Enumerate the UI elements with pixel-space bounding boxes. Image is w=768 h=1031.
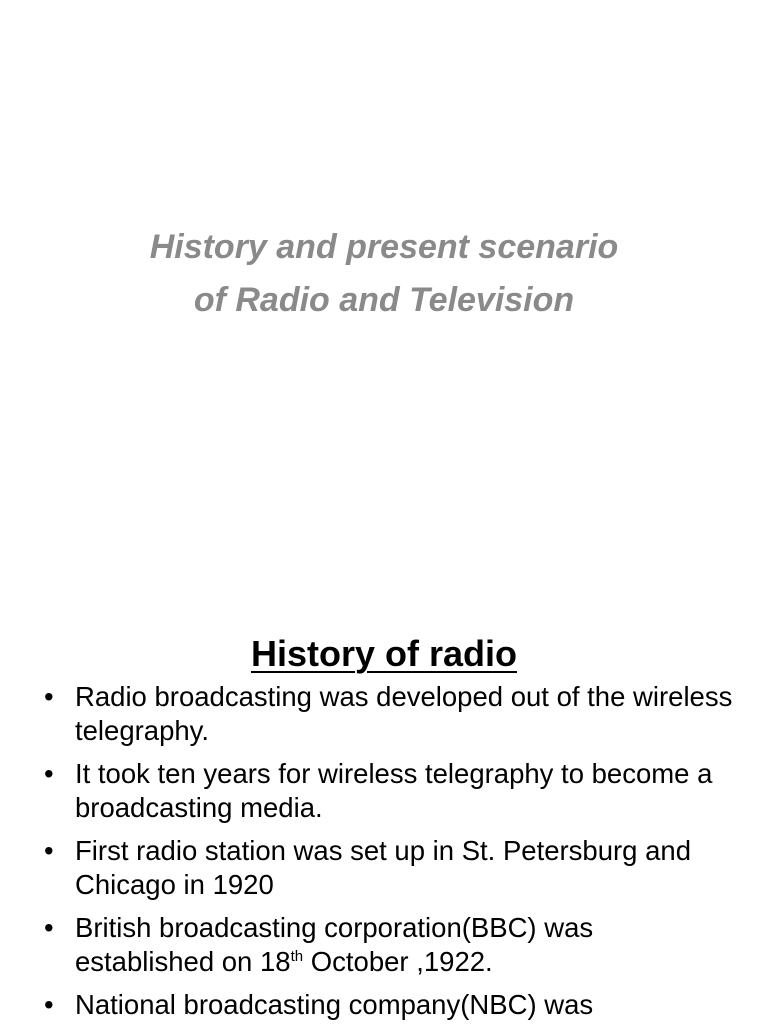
title-line-2: of Radio and Television [193, 280, 575, 319]
bullet-text: It took ten years for wireless telegraphy to become a broadcasting media. [75, 758, 713, 823]
bullet-text-part: October ,1922. [303, 946, 493, 977]
bullet-text: National broadcasting company(NBC) was [75, 989, 594, 1020]
ordinal-suffix: th [290, 947, 304, 965]
presentation-title [60, 221, 708, 327]
bullet-text: First radio station was set up in St. Petersburg and Chicago in 1920 [75, 835, 691, 900]
bullet-text-part: British broadcasting corporation(BBC) was established on 18 [75, 912, 594, 977]
bullet-dot-icon: • [44, 835, 54, 866]
history-of-radio-slide [0, 576, 768, 1024]
bullet-item [40, 911, 736, 979]
bullet-list [40, 680, 736, 1031]
bullet-item [40, 988, 736, 1022]
bullet-item [40, 680, 736, 748]
title-line-1: History and present scenario [149, 227, 619, 266]
bullet-text [75, 912, 593, 977]
bullet-item [40, 834, 736, 902]
bullet-text: Radio broadcasting was developed out of the wireless telegraphy. [75, 681, 733, 746]
slide-title: History of radio [250, 632, 518, 674]
bullet-dot-icon: • [44, 758, 54, 789]
bullet-dot-icon: • [44, 681, 54, 712]
bullet-dot-icon: • [44, 912, 54, 943]
bullet-item [40, 757, 736, 825]
bullet-dot-icon: • [44, 989, 54, 1020]
